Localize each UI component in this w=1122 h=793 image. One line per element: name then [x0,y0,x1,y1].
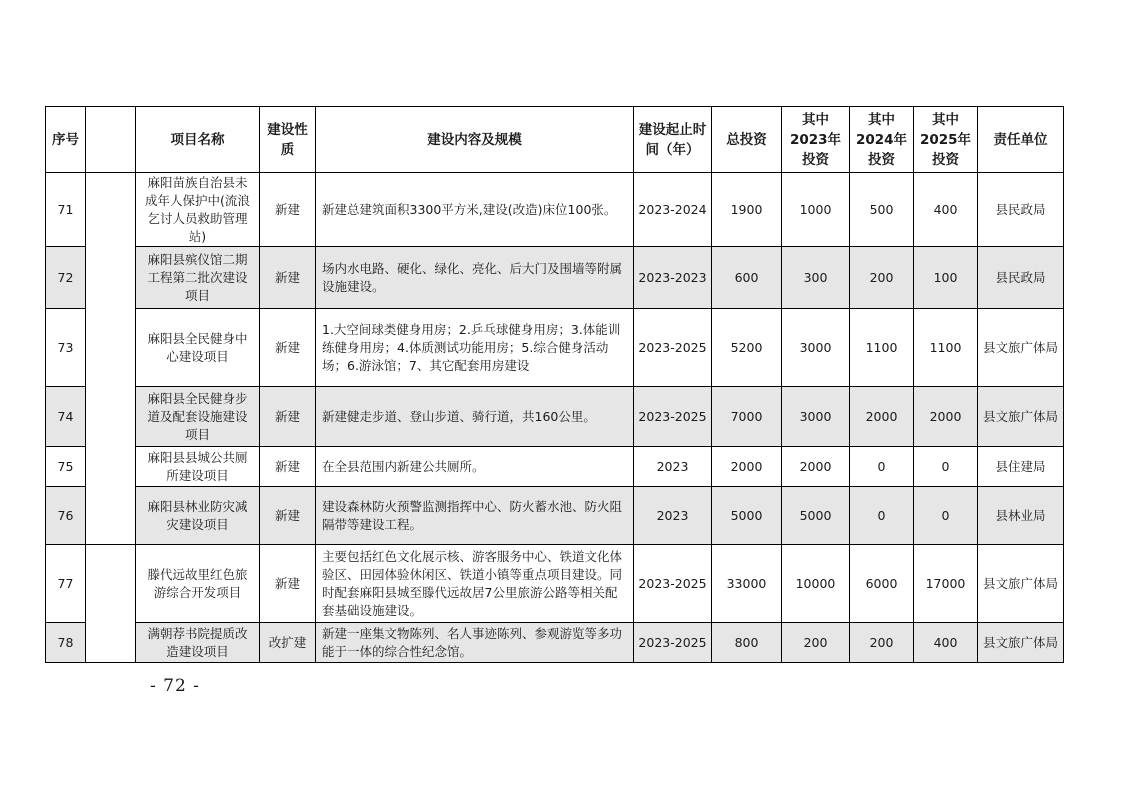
cell-2024: 0 [850,447,914,487]
header-content: 建设内容及规模 [316,107,634,173]
cell-total: 600 [712,247,782,309]
cell-2024: 1100 [850,309,914,387]
cell-total: 800 [712,623,782,663]
cell-total: 33000 [712,545,782,623]
header-2023: 其中2023年投资 [782,107,850,173]
table-row [46,173,1064,247]
header-total: 总投资 [712,107,782,173]
header-blank [86,107,136,173]
cell-content: 1.大空间球类健身用房；2.乒乓球健身用房；3.体能训练健身用房；4.体质测试功能用房；5.综合健身活动场；6.游泳馆；7、其它配套用房建设 [316,309,634,387]
cell-2023: 2000 [782,447,850,487]
cell-period: 2023-2023 [634,247,712,309]
header-nature: 建设性质 [260,107,316,173]
cell-2023: 3000 [782,309,850,387]
cell-2023: 300 [782,247,850,309]
cell-content: 新建健走步道、登山步道、骑行道，共160公里。 [316,387,634,447]
cell-seq: 74 [46,387,86,447]
cell-unit: 县文旅广体局 [978,387,1064,447]
cell-unit: 县民政局 [978,173,1064,247]
cell-total: 2000 [712,447,782,487]
cell-period: 2023-2025 [634,623,712,663]
header-seq: 序号 [46,107,86,173]
cell-seq: 71 [46,173,86,247]
cell-name: 麻阳县县城公共厕所建设项目 [136,447,260,487]
cell-seq: 73 [46,309,86,387]
table-row [46,309,1064,387]
page-number: - 72 - [150,676,200,696]
table-row [46,247,1064,309]
cell-unit: 县文旅广体局 [978,623,1064,663]
cell-content: 新建一座集文物陈列、名人事迹陈列、参观游览等多功能于一体的综合性纪念馆。 [316,623,634,663]
cell-period: 2023-2024 [634,173,712,247]
table-row [46,447,1064,487]
cell-seq: 75 [46,447,86,487]
cell-2025: 0 [914,447,978,487]
cell-2025: 0 [914,487,978,545]
cell-nature: 新建 [260,447,316,487]
cell-2024: 200 [850,247,914,309]
cell-2025: 400 [914,623,978,663]
cell-2023: 200 [782,623,850,663]
cell-total: 5000 [712,487,782,545]
header-2025: 其中2025年投资 [914,107,978,173]
cell-content: 在全县范围内新建公共厕所。 [316,447,634,487]
cell-2025: 400 [914,173,978,247]
cell-seq: 78 [46,623,86,663]
cell-2024: 200 [850,623,914,663]
cell-name: 麻阳县林业防灾减灾建设项目 [136,487,260,545]
cell-content: 主要包括红色文化展示核、游客服务中心、铁道文化体验区、田园体验休闲区、铁道小镇等重点项目建设。同时配套麻阳县城至滕代远故居7公里旅游公路等相关配套基础设施建设。 [316,545,634,623]
cell-content: 新建总建筑面积3300平方米,建设(改造)床位100张。 [316,173,634,247]
cell-2025: 1100 [914,309,978,387]
header-name: 项目名称 [136,107,260,173]
cell-period: 2023-2025 [634,309,712,387]
cell-unit: 县文旅广体局 [978,309,1064,387]
cell-2024: 2000 [850,387,914,447]
cell-nature: 新建 [260,309,316,387]
cell-content: 场内水电路、硬化、绿化、亮化、后大门及围墙等附属设施建设。 [316,247,634,309]
header-period: 建设起止时间（年） [634,107,712,173]
cell-group-blank [86,545,136,663]
cell-name: 麻阳县全民健身步道及配套设施建设项目 [136,387,260,447]
header-row [46,107,1064,173]
cell-unit: 县文旅广体局 [978,545,1064,623]
cell-nature: 新建 [260,247,316,309]
cell-nature: 新建 [260,387,316,447]
cell-period: 2023 [634,487,712,545]
cell-name: 麻阳县全民健身中心建设项目 [136,309,260,387]
cell-nature: 新建 [260,545,316,623]
cell-period: 2023 [634,447,712,487]
cell-2023: 1000 [782,173,850,247]
cell-2024: 0 [850,487,914,545]
cell-nature: 改扩建 [260,623,316,663]
cell-name: 麻阳县殡仪馆二期工程第二批次建设项目 [136,247,260,309]
cell-2025: 17000 [914,545,978,623]
cell-unit: 县民政局 [978,247,1064,309]
cell-2025: 100 [914,247,978,309]
table-row [46,623,1064,663]
cell-seq: 76 [46,487,86,545]
project-table [45,106,1064,663]
cell-seq: 77 [46,545,86,623]
cell-group-blank [86,173,136,545]
cell-content: 建设森林防火预警监测指挥中心、防火蓄水池、防火阻隔带等建设工程。 [316,487,634,545]
cell-period: 2023-2025 [634,387,712,447]
cell-2024: 500 [850,173,914,247]
cell-name: 满朝荐书院提质改造建设项目 [136,623,260,663]
cell-2023: 5000 [782,487,850,545]
cell-seq: 72 [46,247,86,309]
cell-2023: 3000 [782,387,850,447]
cell-name: 滕代远故里红色旅游综合开发项目 [136,545,260,623]
table-row [46,387,1064,447]
header-2024: 其中2024年投资 [850,107,914,173]
cell-nature: 新建 [260,173,316,247]
cell-2023: 10000 [782,545,850,623]
cell-name: 麻阳苗族自治县未成年人保护中(流浪乞讨人员救助管理站) [136,173,260,247]
cell-unit: 县林业局 [978,487,1064,545]
cell-period: 2023-2025 [634,545,712,623]
header-unit: 责任单位 [978,107,1064,173]
cell-total: 1900 [712,173,782,247]
cell-total: 5200 [712,309,782,387]
table-row [46,545,1064,623]
cell-2024: 6000 [850,545,914,623]
cell-total: 7000 [712,387,782,447]
cell-unit: 县住建局 [978,447,1064,487]
cell-nature: 新建 [260,487,316,545]
cell-2025: 2000 [914,387,978,447]
table-row [46,487,1064,545]
